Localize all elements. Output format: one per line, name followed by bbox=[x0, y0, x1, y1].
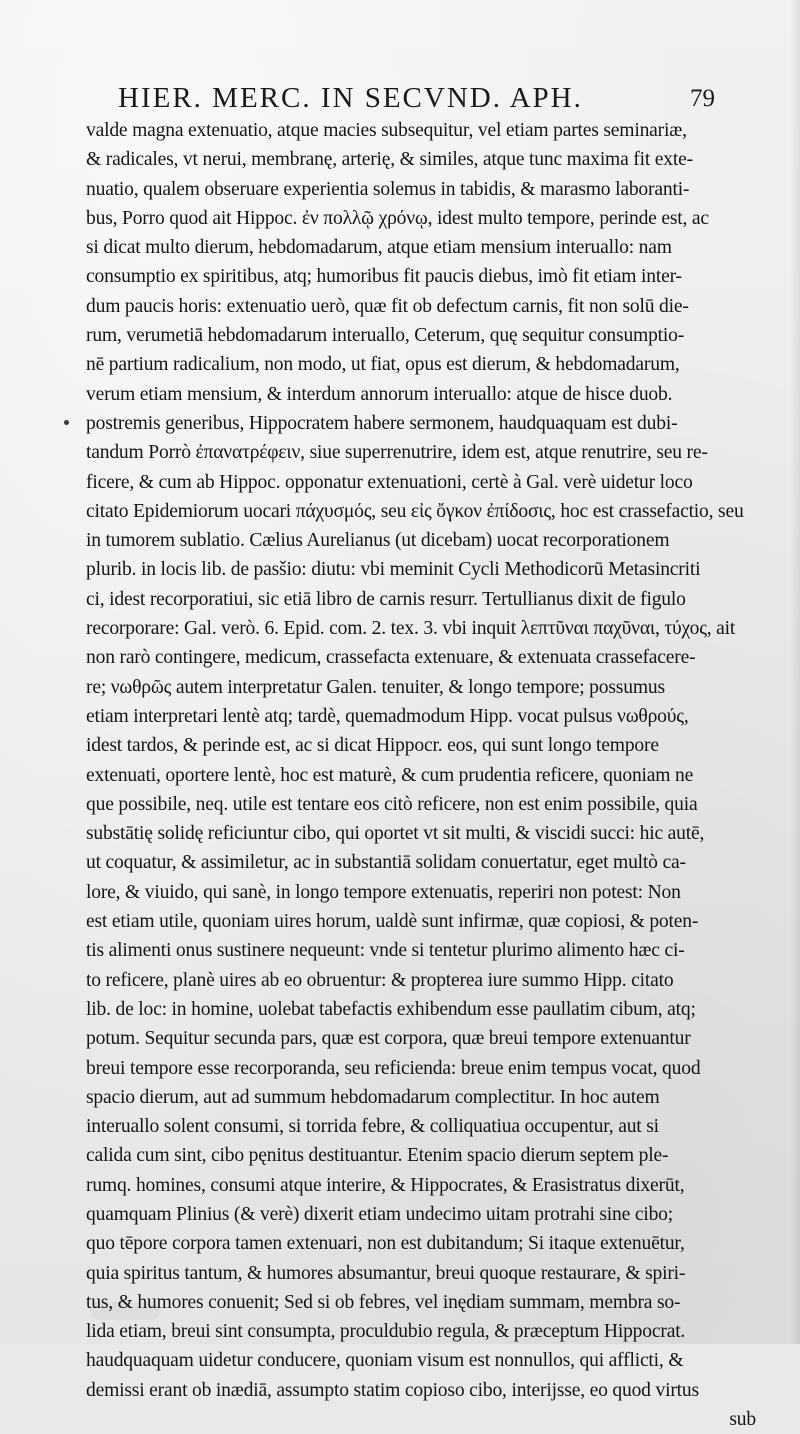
paper-blemish bbox=[90, 1302, 160, 1320]
text-line: non rarò contingere, medicum, crassefacta extenuare, & extenuata crassefacere- bbox=[86, 647, 696, 669]
text-line: quo tēpore corpora tamen extenuari, non est dubitandum; Si itaque extenuētur, bbox=[86, 1233, 685, 1255]
running-head: HIER. MERC. IN SECVND. APH. bbox=[118, 82, 583, 114]
text-line: potum. Sequitur secunda pars, quæ est corpora, quæ breui tempore extenuantur bbox=[86, 1028, 691, 1050]
text-line: rum, verumetiā hebdomadarum interuallo, Ceterum, quę sequitur consumptio- bbox=[86, 325, 685, 347]
text-line: bus, Porro quod ait Hippoc. ἐν πολλῷ χρόνῳ, idest multo tempore, perinde est, ac bbox=[86, 207, 709, 229]
text-line: to reficere, planè uires ab eo obruentur: & propterea iure summo Hipp. citato bbox=[86, 969, 674, 991]
text-line: valde magna extenuatio, atque macies subsequitur, vel etiam partes seminariæ, bbox=[86, 120, 687, 141]
text-line: postremis generibus, Hippocratem habere sermonem, haudquaquam est dubi- bbox=[86, 412, 678, 434]
text-line: ficere, & cum ab Hippoc. opponatur extenuationi, certè à Gal. verè uidetur loco bbox=[86, 471, 693, 493]
text-line: est etiam utile, quoniam uires horum, ualdè sunt infirmæ, quæ copiosi, & poten- bbox=[86, 911, 699, 933]
text-line: dum paucis horis: extenuatio uerò, quæ fit ob defectum carnis, fit non solū die- bbox=[86, 295, 689, 317]
text-line: lib. de loc: in homine, uolebat tabefactis exhibendum esse paullatim cibum, atq; bbox=[86, 998, 696, 1020]
text-line: quia spiritus tantum, & humores absumantur, breui quoque restaurare, & spiri- bbox=[86, 1262, 686, 1284]
text-line: etiam interpretari lentè atq; tardè, quemadmodum Hipp. vocat pulsus νωθρούς, bbox=[86, 705, 689, 727]
text-line: substātię solidę reficiuntur cibo, qui oportet vt sit multi, & viscidi succi: hic autē, bbox=[86, 823, 705, 845]
text-line: idest tardos, & perinde est, ac si dicat Hippocr. eos, qui sunt longo tempore bbox=[86, 735, 659, 757]
text-line: lore, & viuido, qui sanè, in longo tempore extenuatis, reperiri non potest: Non bbox=[86, 881, 681, 903]
text-line: quamquam Plinius (& verè) dixerit etiam undecimo uitam protrahi sine cibo; bbox=[86, 1203, 674, 1225]
text-line: nē partium radicalium, non modo, ut fiat, opus est dierum, & hebdomadarum, bbox=[86, 354, 680, 376]
text-line: lida etiam, breui sint consumpta, proculdubio regula, & præceptum Hippocrat. bbox=[86, 1321, 686, 1343]
text-line: tus, & humores conuenit; Sed si ob febres, vel inędiam summam, membra so- bbox=[86, 1291, 681, 1313]
text-line: que possibile, neq. utile est tentare eos citò reficere, non est enim possibile, quia bbox=[86, 793, 698, 815]
text-line: spacio dierum, aut ad summum hebdomadarum complectitur. In hoc autem bbox=[86, 1086, 660, 1108]
page-number: 79 bbox=[690, 85, 715, 112]
text-line: re; νωθρῶς autem interpretatur Galen. tenuiter, & longo tempore; possumus bbox=[86, 676, 665, 698]
text-line: tandum Porrò ἐπανατρέφειν, siue superrenutrire, idem est, atque renutrire, seu re- bbox=[86, 442, 708, 464]
text-line: rumq. homines, consumi atque interire, & Hippocrates, & Erasistratus dixerūt, bbox=[86, 1174, 685, 1196]
text-line: ut coquatur, & assimiletur, ac in substantiā solidam conuertatur, eget multò ca- bbox=[86, 852, 686, 874]
text-line: & radicales, vt nerui, membranę, arterię, & similes, atque tunc maxima fit exte- bbox=[86, 149, 693, 171]
text-line: ci, idest recorporatiui, sic etiā libro de carnis resurr. Tertullianus dixit de figulo bbox=[86, 588, 686, 610]
margin-dot-mark bbox=[64, 420, 69, 425]
text-line: tis alimenti onus sustinere nequeunt: vnde si tentetur plurimo alimento hæc ci- bbox=[86, 940, 685, 962]
text-line: plurib. in locis lib. de pasšio: diutu: vbi meminit Cycli Methodicorū Metasincriti bbox=[86, 559, 701, 581]
page-edge-shadow bbox=[790, 0, 800, 1344]
text-line: demissi erant ob inædiā, assumpto statim copioso cibo, interijsse, eo quod virtus bbox=[86, 1379, 699, 1401]
text-line: calida cum sint, cibo pęnitus destituantur. Etenim spacio dierum septem ple- bbox=[86, 1145, 669, 1167]
text-line: citato Epidemiorum uocari πάχυσμός, seu εἰς ὄγκον ἐπίδοσις, hoc est crassefactio, seu bbox=[86, 500, 744, 522]
text-line: consumptio ex spiritibus, atq; humoribus fit paucis diebus, imò fit etiam inter- bbox=[86, 266, 682, 288]
text-line: recorporare: Gal. verò. 6. Epid. com. 2. tex. 3. vbi inquit λεπτῦναι παχῦναι, τύχος, ait bbox=[86, 618, 736, 640]
text-line: interuallo solent consumi, si torrida febre, & colliquatiua occupentur, aut si bbox=[86, 1116, 659, 1138]
catchword: sub bbox=[729, 1409, 756, 1431]
text-line: si dicat multo dierum, hebdomadarum, atque etiam mensium interuallo: nam bbox=[86, 237, 672, 259]
text-line: verum etiam mensium, & interdum annorum interuallo: atque de hisce duob. bbox=[86, 383, 673, 405]
body-text bbox=[86, 116, 766, 1434]
text-line: in tumorem sublatio. Cælius Aurelianus (ut dicebam) uocat recorporationem bbox=[86, 530, 670, 552]
text-line: extenuati, oportere lentè, hoc est maturè, & cum prudentia reficere, quoniam ne bbox=[86, 764, 694, 786]
text-line: haudquaquam uidetur conducere, quoniam visum est nonnullos, qui afflicti, & bbox=[86, 1350, 684, 1372]
text-line: nuatio, qualem obseruare experientia solemus in tabidis, & marasmo laboranti- bbox=[86, 178, 690, 200]
text-line: breui tempore esse recorporanda, seu reficienda: breue enim tempus vocat, quod bbox=[86, 1057, 701, 1079]
